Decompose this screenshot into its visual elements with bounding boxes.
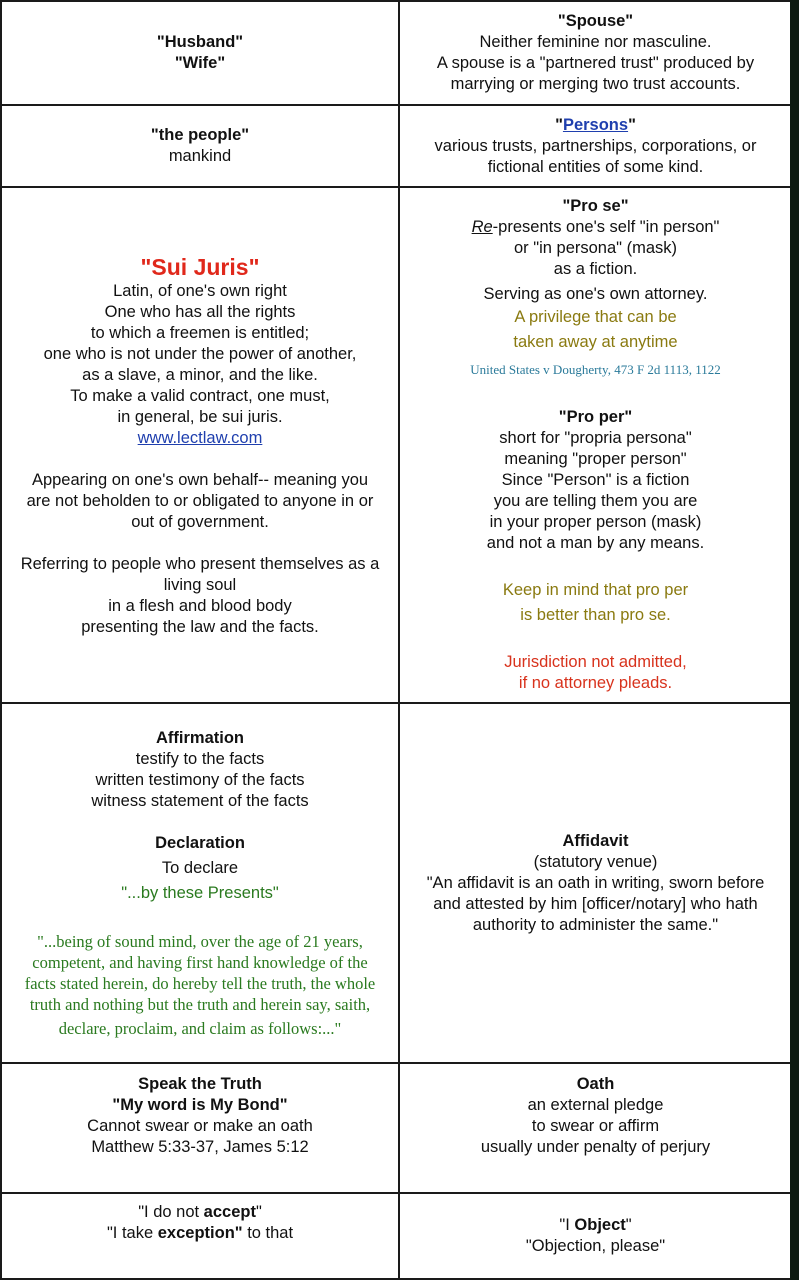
cell-speak-truth — [1, 1063, 399, 1193]
cell-pro-se-pro-per — [399, 187, 792, 703]
wife-label: "Wife" — [174, 54, 226, 72]
living-soul-line-1: Referring to people who present themselves as a — [20, 554, 380, 573]
sui-juris-line-5: as a slave, a minor, and the like. — [82, 365, 318, 384]
persons-quote-open: " — [555, 115, 563, 134]
cell-object — [399, 1193, 792, 1279]
accept-pre: "I do not — [138, 1203, 204, 1221]
object-line — [406, 1215, 785, 1236]
keep-in-mind-line-2: is better than pro se. — [520, 606, 671, 624]
sui-juris-line-6: To make a valid contract, one must, — [70, 386, 330, 405]
citation: United States v Dougherty, 473 F 2d 1113, 1122 — [470, 362, 721, 377]
speak-truth-line-1: Cannot swear or make an oath — [87, 1117, 313, 1135]
behalf-line-2: are not beholden to or obligated to anyone in or — [26, 491, 374, 510]
declaration-quote-line-4: truth and nothing but the truth and herein say, saith, — [29, 994, 371, 1014]
exception-post: to that — [242, 1224, 294, 1242]
persons-link[interactable]: Persons — [562, 115, 629, 134]
sui-juris-line-4: one who is not under the power of another, — [43, 344, 357, 363]
declaration-title: Declaration — [155, 833, 245, 852]
exception-bold: exception" — [157, 1224, 243, 1242]
affirmation-title: Affirmation — [156, 728, 244, 747]
object-post: " — [625, 1216, 632, 1234]
pro-se-line-1-rest: -presents one's self "in person" — [492, 218, 720, 236]
attorney-line: Serving as one's own attorney. — [483, 285, 708, 303]
sui-juris-line-2: One who has all the rights — [104, 302, 296, 321]
mankind-text: mankind — [168, 147, 232, 165]
behalf-line-1: Appearing on one's own behalf-- meaning you — [31, 470, 369, 489]
affidavit-title: Affidavit — [562, 831, 629, 850]
spouse-line-3: marrying or merging two trust accounts. — [450, 75, 741, 93]
pro-per-line-2: meaning "proper person" — [504, 450, 687, 468]
persons-quote-close: " — [628, 115, 636, 134]
row-oath — [1, 1063, 792, 1193]
re-prefix: Re — [471, 218, 493, 236]
keep-in-mind-line-1: Keep in mind that pro per — [502, 581, 689, 599]
affidavit-line-1: (statutory venue) — [533, 852, 658, 871]
jurisdiction-line-1: Jurisdiction not admitted, — [504, 653, 687, 671]
living-soul-line-4: presenting the law and the facts. — [81, 617, 319, 636]
row-affirmation — [1, 703, 792, 1063]
oath-line-2: to swear or affirm — [531, 1117, 660, 1135]
speak-truth-title: Speak the Truth — [138, 1075, 262, 1093]
declaration-quote-line-3: facts stated herein, do hereby tell the truth, the whole — [24, 973, 376, 993]
spouse-line-1: Neither feminine nor masculine. — [479, 33, 712, 51]
affirmation-line-1: testify to the facts — [135, 749, 265, 768]
affirmation-line-3: witness statement of the facts — [91, 791, 309, 810]
privilege-line-1: A privilege that can be — [514, 308, 677, 326]
cell-husband-wife — [1, 1, 399, 105]
sui-juris-title: "Sui Juris" — [140, 253, 260, 280]
jurisdiction-line-2: if no attorney pleads. — [518, 674, 673, 692]
by-these-presents: "...by these Presents" — [121, 883, 279, 902]
pro-se-title: "Pro se" — [562, 197, 629, 215]
declaration-quote-line-1: "...being of sound mind, over the age of 21 years, — [37, 931, 363, 951]
row-spouse — [1, 1, 792, 105]
cell-accept-exception — [1, 1193, 399, 1279]
behalf-line-3: out of government. — [131, 512, 269, 531]
my-word-title: "My word is My Bond" — [112, 1096, 288, 1114]
sui-juris-line-1: Latin, of one's own right — [113, 281, 287, 300]
cell-sui-juris — [1, 187, 399, 703]
the-people-title: "the people" — [150, 126, 250, 144]
pro-se-line-3: as a fiction. — [553, 260, 638, 278]
row-object — [1, 1193, 792, 1279]
accept-post: " — [255, 1203, 262, 1221]
speak-truth-line-2: Matthew 5:33-37, James 5:12 — [91, 1138, 309, 1156]
row-sui-juris — [1, 187, 792, 703]
pro-se-line-2: or "in persona" (mask) — [513, 239, 678, 257]
cell-spouse — [399, 1, 792, 105]
affidavit-line-2: "An affidavit is an oath in writing, sworn before — [426, 873, 765, 892]
pro-per-title: "Pro per" — [558, 408, 633, 426]
spouse-line-2: A spouse is a "partnered trust" produced by — [436, 54, 755, 72]
pro-per-line-6: and not a man by any means. — [486, 534, 705, 552]
oath-line-1: an external pledge — [527, 1096, 664, 1114]
pro-per-line-5: in your proper person (mask) — [489, 513, 702, 531]
cell-the-people — [1, 105, 399, 187]
objection-please: "Objection, please" — [525, 1237, 666, 1255]
cell-persons — [399, 105, 792, 187]
object-bold: Object — [574, 1216, 626, 1234]
living-soul-line-2: living soul — [163, 575, 237, 594]
cell-affirmation-declaration — [1, 703, 399, 1063]
right-edge-strip — [790, 0, 799, 1280]
object-pre: "I — [559, 1216, 575, 1234]
sui-juris-line-7: in general, be sui juris. — [117, 407, 283, 426]
persons-line-2: fictional entities of some kind. — [487, 157, 704, 176]
affidavit-line-4: authority to administer the same." — [472, 915, 719, 934]
oath-line-3: usually under penalty of perjury — [480, 1138, 711, 1156]
affidavit-line-3: and attested by him [officer/notary] who hath — [433, 894, 758, 913]
cell-affidavit — [399, 703, 792, 1063]
pro-per-line-1: short for "propria persona" — [499, 429, 692, 447]
lectlaw-link[interactable]: www.lectlaw.com — [137, 428, 263, 447]
husband-label: "Husband" — [156, 33, 244, 51]
pro-per-line-3: Since "Person" is a fiction — [501, 471, 690, 489]
affirmation-line-2: written testimony of the facts — [95, 770, 305, 789]
persons-title — [406, 115, 785, 136]
accept-line — [8, 1202, 392, 1223]
declaration-quote-line-2: competent, and having first hand knowledge of the — [32, 952, 368, 972]
sui-juris-line-3: to which a freemen is entitled; — [90, 323, 310, 342]
spouse-title: "Spouse" — [557, 12, 634, 30]
persons-line-1: various trusts, partnerships, corporations, or — [434, 136, 757, 155]
exception-pre: "I take — [106, 1224, 158, 1242]
accept-bold: accept — [203, 1203, 256, 1221]
exception-line — [8, 1223, 392, 1244]
living-soul-line-3: in a flesh and blood body — [108, 596, 292, 615]
pro-se-line-1 — [406, 217, 785, 238]
privilege-line-2: taken away at anytime — [513, 333, 678, 351]
oath-title: Oath — [576, 1075, 615, 1093]
row-people — [1, 105, 792, 187]
pro-per-line-4: you are telling them you are — [493, 492, 698, 510]
to-declare: To declare — [161, 858, 239, 877]
declaration-quote-line-5: declare, proclaim, and claim as follows:..." — [58, 1018, 342, 1038]
cell-oath — [399, 1063, 792, 1193]
